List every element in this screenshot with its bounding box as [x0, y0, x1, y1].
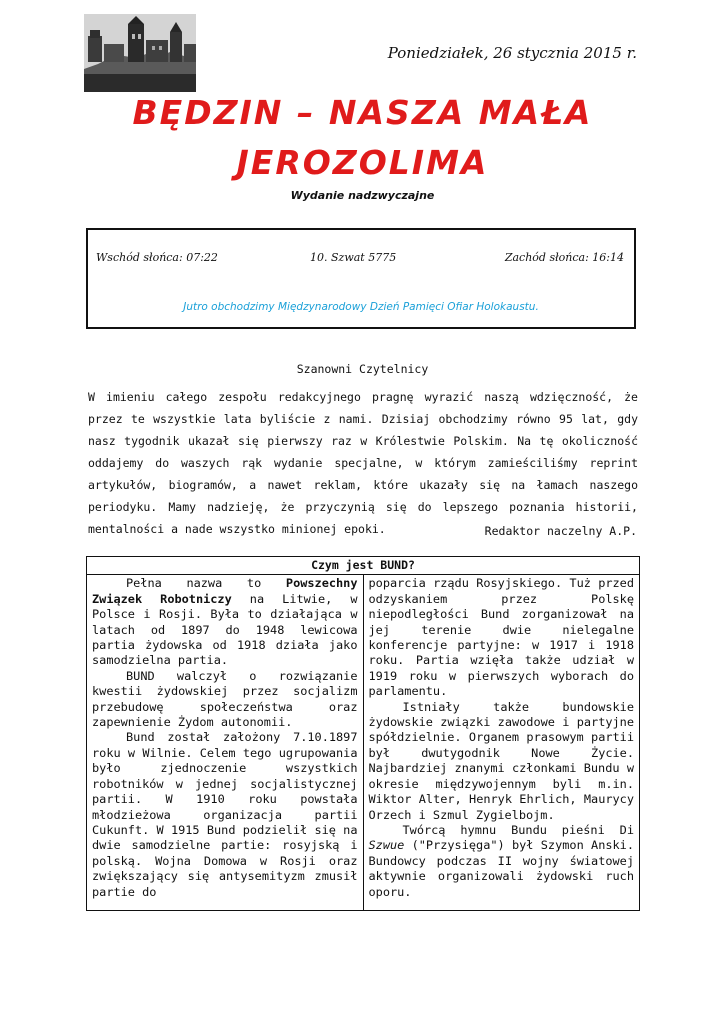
- text-run: Twórcą hymnu Bundu pieśni Di: [402, 822, 634, 837]
- article-paragraph: Bund został założony 7.10.1897 roku w Wilnie. Celem tego ugrupowania było zjednoczenie wszystkich robotników w jednej socjalistycznej partii. W 1910 roku powstała młodzieżowa organizacja partii Cukunft. W 1915 Bund podzielił się na dwie samodzielne partie: rosyjską i polską. Wojna Domowa w Rosji oraz zwiększający się antysemityzm zmusił partie do: [92, 730, 358, 899]
- article-paragraph: [92, 576, 358, 668]
- text-run: na Litwie, w Polsce i Rosji. Była to działająca w latach od 1897 do 1948 lewicowa partia żydowska od 1918 działa jako samodzielna partia.: [92, 591, 358, 668]
- bold-party-name: Powszechny Związek Robotniczy: [92, 576, 358, 606]
- newspaper-title: BĘDZIN – NASZA MAŁA JEROZOLIMA: [132, 93, 593, 182]
- article-paragraph: BUND walczył o rozwiązanie kwestii żydowskiej przez socjalizm przebudowę społeczeństwa oraz zapewnienie Żydom autonomii.: [92, 668, 358, 730]
- article-paragraph: poparcia rządu Rosyjskiego. Tuż przed odzyskaniem przez Polskę niepodległości Bund zorganizował na jej terenie dwie nielegalne konferencje partyjne: w 1917 i 1918 roku. Partia wzięła także udział w 1919 roku w pierwszych wyborach do parlamentu.: [368, 576, 634, 699]
- newspaper-logo-photo: [84, 14, 196, 92]
- text-run: Pełna nazwa to: [126, 576, 286, 591]
- edition-subtitle: Wydanie nadzwyczajne: [290, 189, 435, 202]
- sunrise-time: Wschód słońca: 07:22: [96, 251, 218, 264]
- bund-article-table: [86, 556, 640, 911]
- article-paragraph: [369, 823, 635, 900]
- article-column-left: [87, 575, 364, 911]
- editorial-letter: W imieniu całego zespołu redakcyjnego pragnę wyrazić naszą wdzięczność, że przez te wszystkie lata byliście z nami. Dzisiaj obchodzimy równo 95 lat, gdy nasz tygodnik ukazał się pierwszy raz w Królestwie Polskim. Na tę okoliczność oddajemy do waszych rąk wydanie specjalne, w którym zamieściliśmy reprint artykułów, biogramów, a nawet reklam, które ukazały się na łamach naszego periodyku. Mamy nadzieję, że przyczynią się do lepszego poznania historii, mentalności a nade wszystko minionej epoki.: [88, 390, 638, 536]
- article-column-right: [363, 575, 640, 911]
- editor-signature: Redaktor naczelny A.P.: [484, 524, 637, 538]
- letter-greeting: Szanowni Czytelnicy: [296, 362, 429, 376]
- info-row: [96, 251, 624, 267]
- issue-date: Poniedziałek, 26 stycznia 2015 r.: [387, 44, 637, 62]
- text-run: ("Przysięga") był Szymon Anski. Bundowcy podczas II wojny światowej aktywnie organizowali żydowski ruch oporu.: [368, 838, 634, 899]
- italic-song-title: Szwue: [368, 838, 405, 853]
- article-heading: Czym jest BUND?: [87, 557, 640, 575]
- article-paragraph: Istniały także bundowskie żydowskie związki zawodowe i partyjne spółdzielnie. Organem prasowym partii był dwutygodnik Nowe Życie. Najbardziej znanymi członkami Bundu w okresie międzywojennym byli m.in. Wiktor Alter, Henryk Ehrlich, Maurycy Orzech i Szmul Zygielbojm.: [368, 699, 634, 822]
- hebrew-date: 10. Szwat 5775: [310, 251, 397, 264]
- sunset-time: Zachód słońca: 16:14: [504, 251, 624, 264]
- holocaust-day-notice: Jutro obchodzimy Międzynarodowy Dzień Pamięci Ofiar Holokaustu.: [183, 301, 539, 313]
- info-box: [86, 228, 636, 329]
